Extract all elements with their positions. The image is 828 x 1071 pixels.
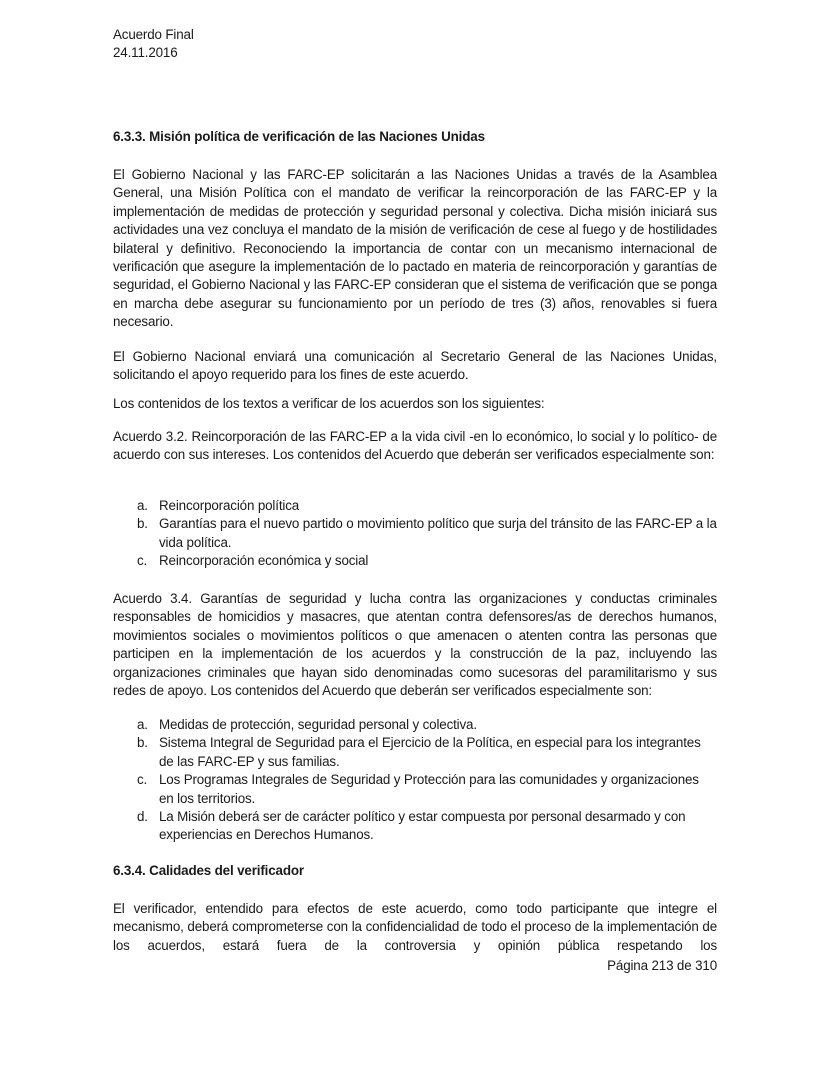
paragraph: El Gobierno Nacional y las FARC-EP solicitarán a las Naciones Unidas a través de la Asamblea General, una Misión Política con el mandato de verificar la reincorporación de las FARC-EP y la implementación de medidas de protección y seguridad personal y colectiva. Dicha misión iniciará sus actividades una vez concluya el mandato de la misión de verificación de cese al fuego y de hostilidades bilateral y definitivo. Reconociendo la importancia de contar con un mecanismo internacional de verificación que asegure la implementación de lo pactado en materia de reincorporación y garantías de seguridad, el Gobierno Nacional y las FARC-EP consideran que el sistema de verificación que se ponga en marcha debe asegurar su funcionamiento por un período de tres (3) años, renovables si fuera necesario. xyxy=(113,167,717,330)
list-item: b. Sistema Integral de Seguridad para el Ejercicio de la Política, en especial para los integrantes de las FARC-EP y sus familias. xyxy=(137,735,701,769)
verification-list-3-4 xyxy=(113,716,717,845)
paragraph: Acuerdo 3.2. Reincorporación de las FARC-EP a la vida civil -en lo económico, lo social y lo político- de acuerdo con sus intereses. Los contenidos del Acuerdo que deberán ser verificados especialmente son: xyxy=(113,429,717,463)
list-item: c. Los Programas Integrales de Seguridad y Protección para las comunidades y organizaciones en los territorios. xyxy=(137,772,699,806)
section-heading-633: 6.3.3. Misión política de verificación de las Naciones Unidas xyxy=(113,129,485,144)
paragraph: El verificador, entendido para efectos de este acuerdo, como todo participante que integre el mecanismo, deberá comprometerse con la confidencialidad de todo el proceso de la implementación de los acuerdos, estará fuera de la controversia y opinión pública respetando los xyxy=(113,901,717,953)
paragraph: Los contenidos de los textos a verificar de los acuerdos son los siguientes: xyxy=(113,396,545,411)
list-item: c. Reincorporación económica y social xyxy=(137,553,369,569)
header-date: 24.11.2016 xyxy=(113,45,178,61)
paragraph: El Gobierno Nacional enviará una comunicación al Secretario General de las Naciones Unidas, solicitando el apoyo requerido para los fines de este acuerdo. xyxy=(113,349,717,383)
list-item: d. La Misión deberá ser de carácter político y estar compuesta por personal desarmado y con experiencias en Derechos Humanos. xyxy=(137,809,686,843)
section-heading-634: 6.3.4. Calidades del verificador xyxy=(113,863,304,878)
paragraph: Acuerdo 3.4. Garantías de seguridad y lucha contra las organizaciones y conductas criminales responsables de homicidios y masacres, que atentan contra defensores/as de derechos humanos, movimientos sociales o movimientos políticos o que amenacen o atenten contra las personas que participen en la implementación de los acuerdos y la construcción de la paz, incluyendo las organizaciones criminales que hayan sido denominadas como sucesoras del paramilitarismo y sus redes de apoyo. Los contenidos del Acuerdo que deberán ser verificados especialmente son: xyxy=(113,591,717,699)
running-header xyxy=(113,26,717,63)
verification-list-3-2 xyxy=(113,497,717,571)
header-title: Acuerdo Final xyxy=(113,27,194,42)
page-number: Página 213 de 310 xyxy=(607,958,717,973)
list-item: a. Medidas de protección, seguridad personal y colectiva. xyxy=(137,717,477,732)
list-item: a. Reincorporación política xyxy=(137,498,300,513)
list-item: b. Garantías para el nuevo partido o movimiento político que surja del tránsito de las FARC-EP a la vida política. xyxy=(137,516,717,550)
